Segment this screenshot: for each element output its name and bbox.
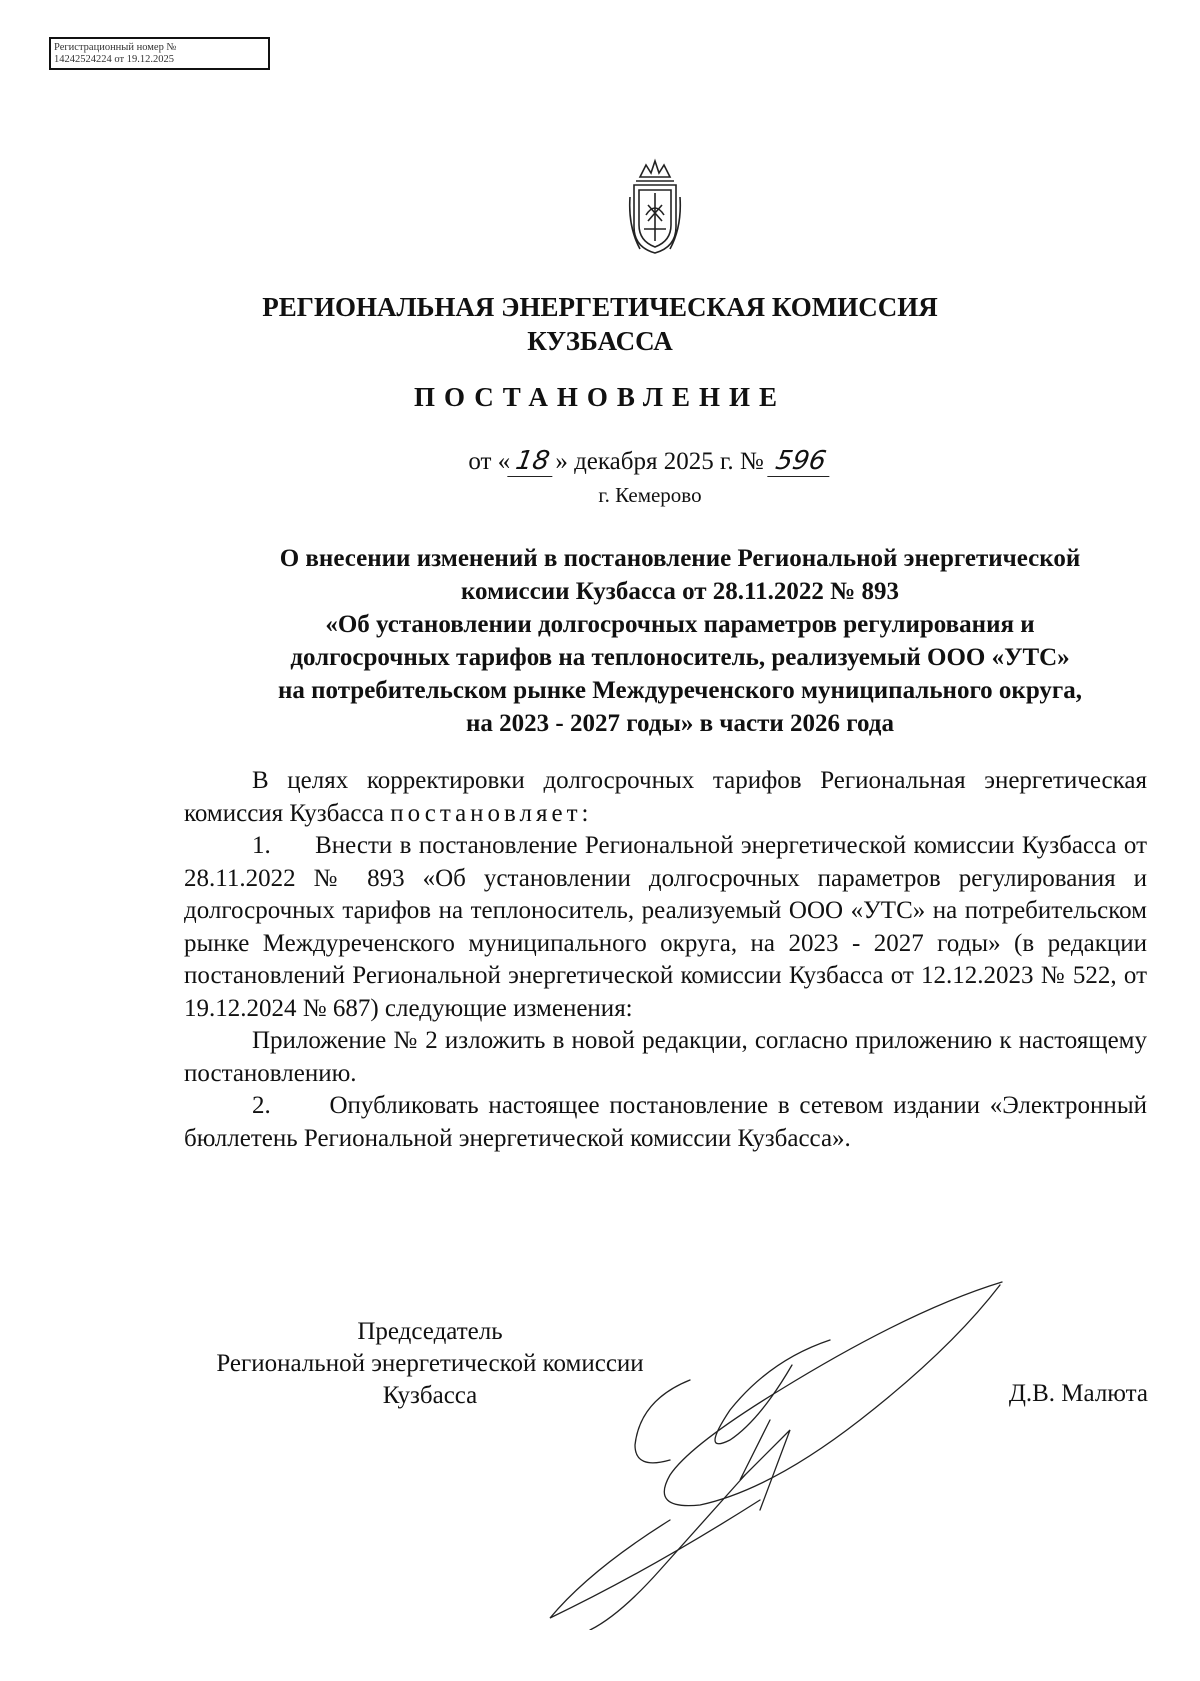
organization-line-2: КУЗБАССА [527, 326, 673, 356]
coat-of-arms-icon [626, 157, 684, 257]
date-middle: » декабря 2025 г. № [555, 448, 764, 475]
item-2-paragraph: 2. Опубликовать настоящее постановление в сетевом издании «Электронный бюллетень Региональной энергетической комиссии Кузбасса». [184, 1092, 1147, 1152]
date-day-handwritten: 18 [507, 446, 558, 477]
subject-line: комиссии Кузбасса от 28.11.2022 № 893 [460, 578, 900, 605]
document-date-line [400, 446, 900, 477]
document-body [184, 765, 1147, 1155]
item-1-sub-paragraph: Приложение № 2 изложить в новой редакции, согласно приложению к настоящему постановлению. [184, 1027, 1147, 1087]
intro-text: В целях корректировки долгосрочных тарифов Региональная энергетическая комиссия Кузбасса [184, 767, 1147, 827]
subject-line: «Об установлении долгосрочных параметров регулирования и [325, 611, 1035, 638]
organization-title [200, 290, 1000, 358]
document-subject [190, 542, 1170, 740]
document-number-handwritten: 596 [767, 446, 834, 477]
registration-number: 14242524224 от 19.12.2025 [54, 54, 174, 65]
document-type: ПОСТАНОВЛЕНИЕ [413, 382, 787, 412]
subject-line: на потребительском рынке Междуреченского муниципального округа, [277, 677, 1083, 704]
handwritten-signature [530, 1270, 1010, 1630]
city: г. Кемерово [598, 483, 702, 507]
date-prefix: от « [468, 448, 511, 475]
signatory-name: Д.В. Малюта [1008, 1380, 1148, 1407]
signatory-title-line: Региональной энергетической комиссии [216, 1350, 644, 1377]
intro-verb: постановляет: [390, 799, 593, 827]
signatory-title-line: Председатель [357, 1318, 503, 1345]
signatory-title-line: Кузбасса [382, 1382, 478, 1409]
subject-line: долгосрочных тарифов на теплоноситель, реализуемый ООО «УТС» [290, 644, 1070, 671]
organization-line-1: РЕГИОНАЛЬНАЯ ЭНЕРГЕТИЧЕСКАЯ КОМИССИЯ [262, 292, 938, 322]
registration-stamp [49, 37, 270, 70]
subject-line: О внесении изменений в постановление Региональной энергетической [279, 545, 1081, 572]
registration-label: Регистрационный номер № [54, 42, 177, 53]
item-1-paragraph: 1. Внести в постановление Региональной энергетической комиссии Кузбасса от 28.11.2022 № 893 «Об установлении долгосрочных параметров регулирования и долгосрочных тарифов на теплоноситель, реализуемый ООО «УТС» на потребительском рынке Междуреченского муниципального округа, на 2023 - 2027 годы» (в редакции постановлений Региональной энергетической комиссии Кузбасса от 12.12.2023 № 522, от 19.12.2024 № 687) следующие изменения: [184, 832, 1147, 1022]
intro-paragraph [184, 765, 1147, 830]
subject-line: на 2023 - 2027 годы» в части 2026 года [466, 710, 894, 737]
